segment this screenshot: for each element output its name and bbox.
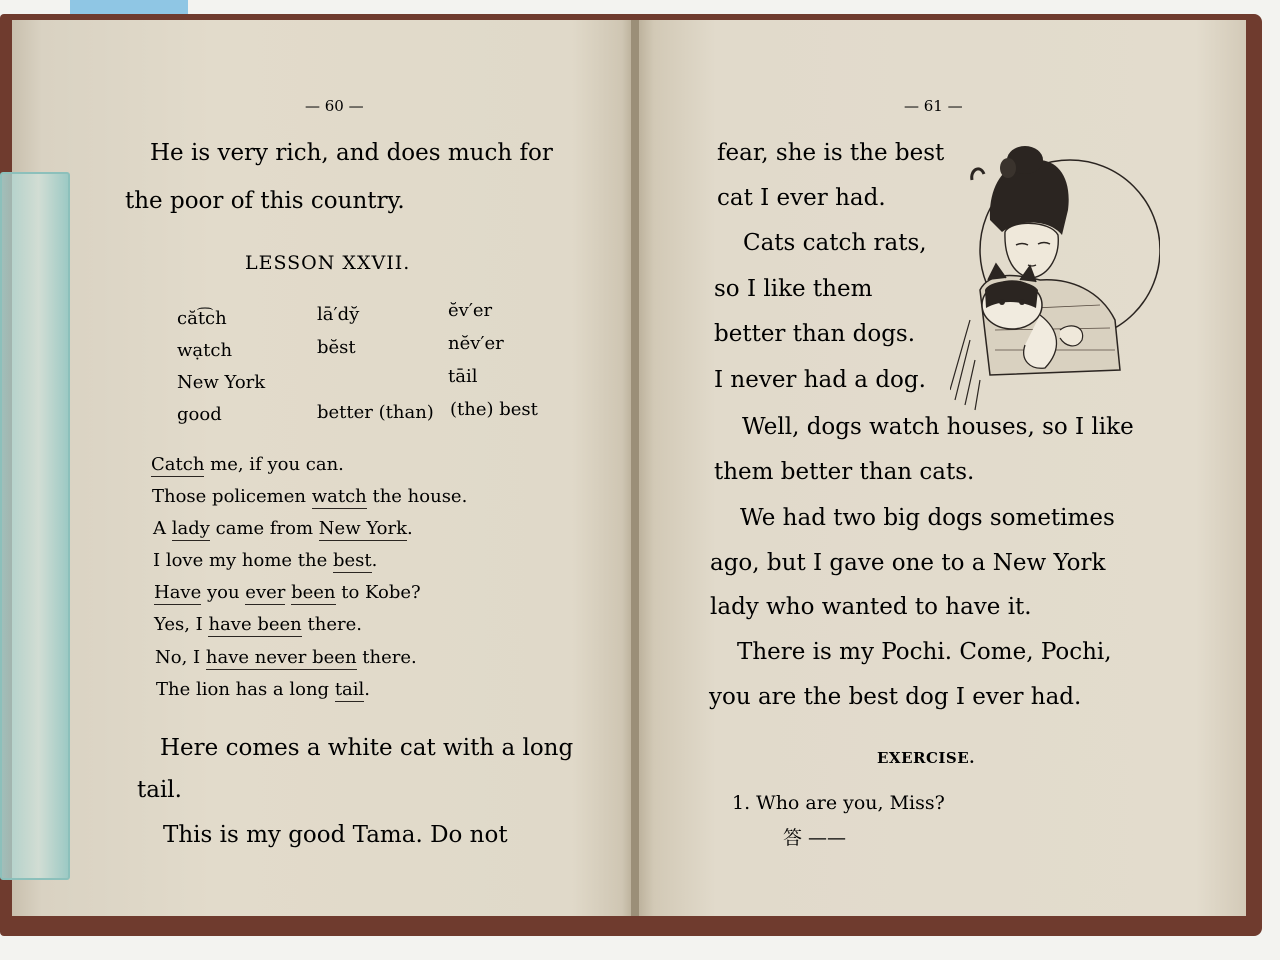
example-sentence: A lady came from New York. — [153, 518, 413, 539]
text-line: lady who wanted to have it. — [710, 594, 1032, 620]
answer-line: 答 —— — [783, 827, 847, 849]
text-line: Well, dogs watch houses, so I like — [742, 414, 1134, 440]
closing-line-1: Here comes a white cat with a long — [160, 735, 574, 761]
vocab-word: lā′dy̆ — [317, 304, 360, 325]
text-line: I never had a dog. — [714, 367, 926, 393]
girl-holding-cat-illustration — [950, 140, 1160, 415]
vocab-word: tāil — [448, 366, 478, 387]
vocab-word: wạtch — [177, 340, 233, 361]
text-line: better than dogs. — [714, 321, 916, 347]
vocab-word: New York — [177, 372, 266, 393]
text-line: you are the best dog I ever had. — [709, 684, 1082, 710]
glass-ruler — [0, 172, 70, 880]
vocab-word: căt͡ch — [177, 308, 227, 329]
vocab-word: ĕv′er — [448, 300, 493, 321]
example-sentence: Have you ever been to Kobe? — [154, 582, 421, 603]
text-line: them better than cats. — [714, 459, 975, 485]
closing-line-2: tail. — [137, 777, 182, 803]
example-sentence: Catch me, if you can. — [151, 454, 344, 475]
text-line: fear, she is the best — [717, 140, 945, 166]
text-line: Cats catch rats, — [743, 230, 927, 256]
example-sentence: Yes, I have been there. — [154, 614, 362, 635]
page-number-left: — 60 — — [305, 97, 364, 115]
vocab-word: better (than) — [317, 402, 434, 423]
page-number-right: — 61 — — [904, 97, 963, 115]
example-sentence: The lion has a long tail. — [156, 679, 371, 700]
text-line: cat I ever had. — [717, 185, 886, 211]
exercise-item: 1. Who are you, Miss? — [732, 792, 945, 814]
example-sentence: I love my home the best. — [153, 550, 378, 571]
text-line: There is my Pochi. Come, Pochi, — [737, 639, 1112, 665]
intro-line-2: the poor of this country. — [125, 188, 405, 214]
vocab-word: nĕv′er — [448, 333, 504, 354]
closing-line-3: This is my good Tama. Do not — [163, 822, 508, 848]
text-line: so I like them — [714, 276, 873, 302]
example-sentence: No, I have never been there. — [155, 647, 417, 668]
example-sentence: Those policemen watch the house. — [152, 486, 468, 507]
lesson-title: LESSON XXVII. — [245, 252, 411, 274]
exercise-title: EXERCISE. — [877, 749, 975, 767]
text-line: ago, but I gave one to a New York — [710, 550, 1106, 576]
book-gutter — [631, 20, 639, 916]
vocab-word: good — [177, 404, 222, 425]
vocab-word: (the) best — [450, 399, 538, 420]
text-line: We had two big dogs sometimes — [740, 505, 1115, 531]
intro-line-1: He is very rich, and does much for — [150, 140, 553, 166]
vocab-word: bĕst — [317, 337, 356, 358]
